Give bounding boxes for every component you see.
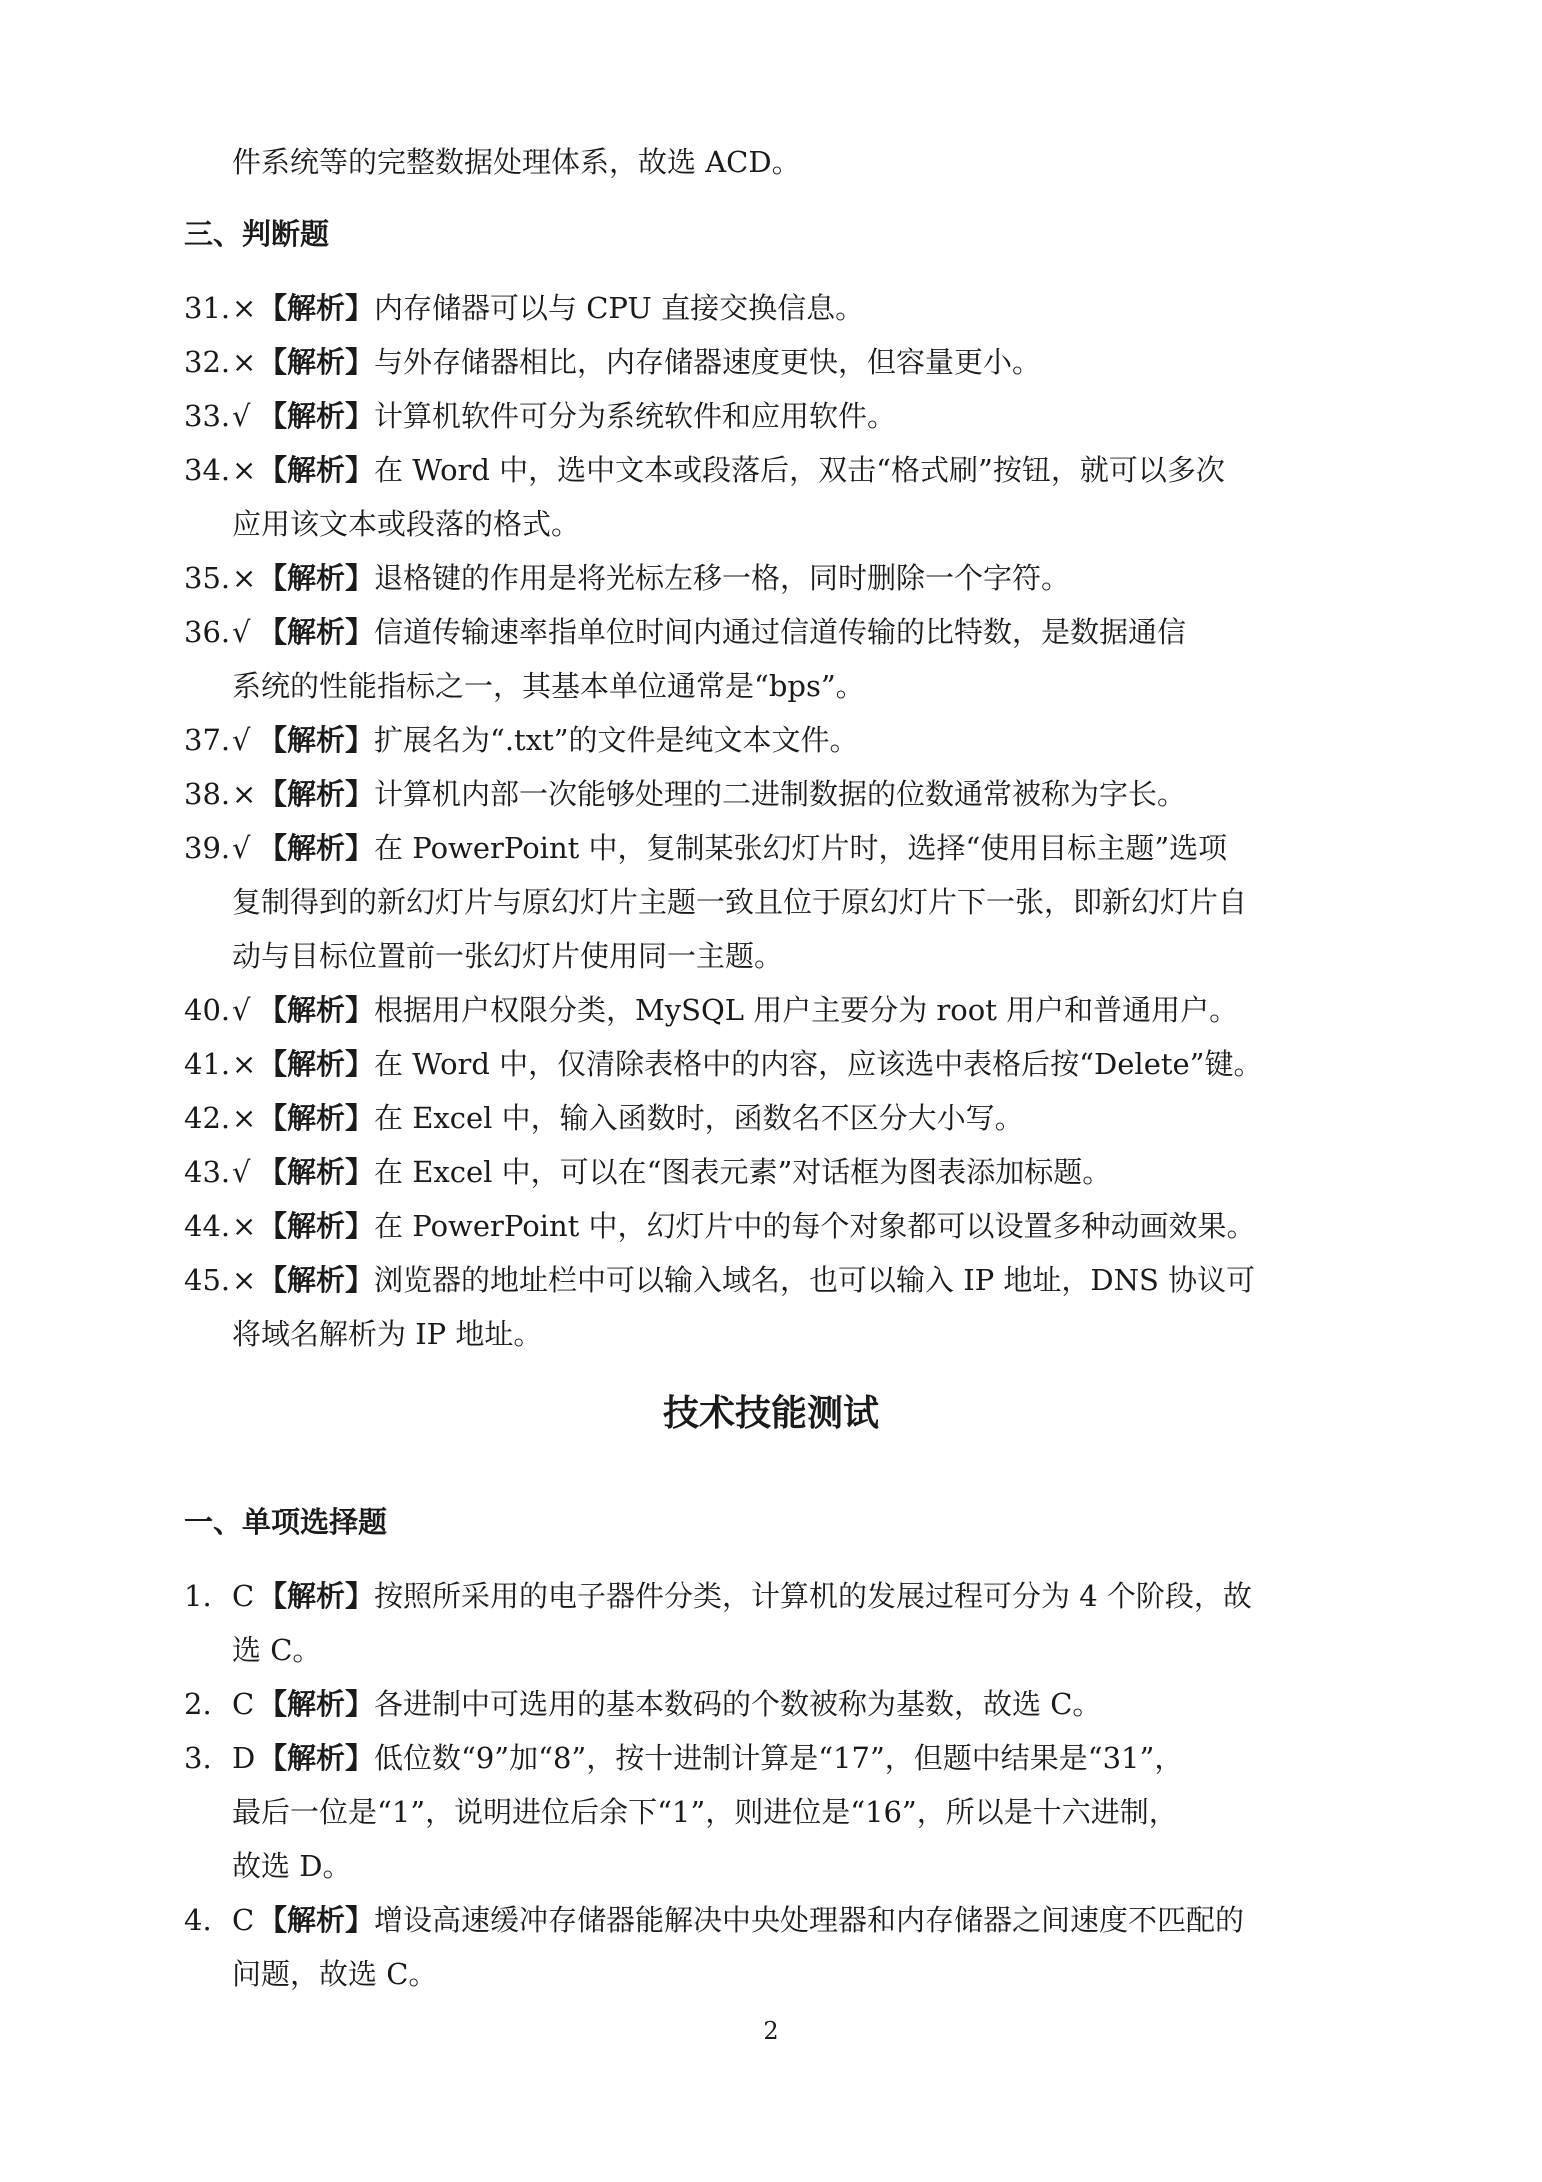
item-text: 在 Word 中，选中文本或段落后，双击“格式刷”按钮，就可以多次 xyxy=(374,453,1225,487)
item-number: 33. xyxy=(184,399,231,433)
item-text: 信道传输速率指单位时间内通过信道传输的比特数，是数据通信 xyxy=(374,615,1187,649)
item-number: 36. xyxy=(184,615,231,649)
list-item xyxy=(184,1686,1101,1722)
item-number: 34. xyxy=(184,453,231,487)
answer-mark: × xyxy=(232,777,257,811)
analysis-tag: 【解析】 xyxy=(258,1101,375,1135)
analysis-tag: 【解析】 xyxy=(258,345,375,379)
item-text: 内存储器可以与 CPU 直接交换信息。 xyxy=(374,291,865,325)
item-number: 42. xyxy=(184,1101,231,1135)
item-number: 4. xyxy=(184,1903,212,1937)
answer-mark: × xyxy=(232,345,257,379)
item-text-continuation: 选 C。 xyxy=(232,1633,322,1667)
answer-mark: C xyxy=(232,1687,255,1721)
list-item xyxy=(184,398,896,434)
answer-mark: √ xyxy=(232,615,251,649)
answer-mark: × xyxy=(232,1047,257,1081)
answer-mark: × xyxy=(232,561,257,595)
item-number: 2. xyxy=(184,1687,212,1721)
list-item xyxy=(184,830,1227,866)
item-text: 在 Word 中，仅清除表格中的内容，应该选中表格后按“Delete”键。 xyxy=(374,1047,1263,1081)
analysis-tag: 【解析】 xyxy=(258,993,375,1027)
analysis-tag: 【解析】 xyxy=(258,1903,375,1937)
analysis-tag: 【解析】 xyxy=(258,615,375,649)
item-text: 按照所采用的电子器件分类，计算机的发展过程可分为 4 个阶段，故 xyxy=(374,1579,1252,1613)
item-text: 在 PowerPoint 中，幻灯片中的每个对象都可以设置多种动画效果。 xyxy=(374,1209,1256,1243)
answer-mark: √ xyxy=(232,723,251,757)
list-item xyxy=(184,1208,1256,1244)
list-item xyxy=(184,452,1225,488)
item-text: 在 Excel 中，输入函数时，函数名不区分大小写。 xyxy=(374,1101,1024,1135)
item-number: 32. xyxy=(184,345,231,379)
list-item xyxy=(184,614,1186,650)
list-item xyxy=(184,560,1070,596)
item-text-continuation: 故选 D。 xyxy=(232,1849,352,1883)
list-item xyxy=(184,992,1238,1028)
analysis-tag: 【解析】 xyxy=(258,831,375,865)
item-text: 在 PowerPoint 中，复制某张幻灯片时，选择“使用目标主题”选项 xyxy=(374,831,1228,865)
answer-mark: √ xyxy=(232,1155,251,1189)
list-item xyxy=(184,1902,1244,1938)
list-item xyxy=(184,1740,1183,1776)
list-item xyxy=(184,722,859,758)
list-item xyxy=(184,1154,1111,1190)
item-text-continuation: 系统的性能指标之一，其基本单位通常是“bps”。 xyxy=(232,669,865,703)
analysis-tag: 【解析】 xyxy=(258,1687,375,1721)
item-text-continuation: 动与目标位置前一张幻灯片使用同一主题。 xyxy=(232,939,784,973)
answer-mark: × xyxy=(232,1209,257,1243)
analysis-tag: 【解析】 xyxy=(258,561,375,595)
answer-mark: × xyxy=(232,453,257,487)
list-item xyxy=(184,1262,1255,1298)
item-number: 44. xyxy=(184,1209,231,1243)
item-number: 41. xyxy=(184,1047,231,1081)
list-item xyxy=(184,344,1041,380)
analysis-tag: 【解析】 xyxy=(258,777,375,811)
item-number: 3. xyxy=(184,1741,212,1775)
analysis-tag: 【解析】 xyxy=(258,1155,375,1189)
item-number: 40. xyxy=(184,993,231,1027)
item-number: 1. xyxy=(184,1579,212,1613)
item-text: 扩展名为“.txt”的文件是纯文本文件。 xyxy=(374,723,859,757)
item-number: 45. xyxy=(184,1263,231,1297)
analysis-tag: 【解析】 xyxy=(258,399,375,433)
item-text-continuation: 问题，故选 C。 xyxy=(232,1957,438,1991)
item-text: 增设高速缓冲存储器能解决中央处理器和内存储器之间速度不匹配的 xyxy=(374,1903,1245,1937)
item-number: 37. xyxy=(184,723,231,757)
section-heading-judgment: 三、判断题 xyxy=(184,217,330,251)
item-text-continuation: 最后一位是“1”，说明进位后余下“1”，则进位是“16”，所以是十六进制， xyxy=(232,1795,1178,1829)
item-text: 计算机内部一次能够处理的二进制数据的位数通常被称为字长。 xyxy=(374,777,1187,811)
item-text: 各进制中可选用的基本数码的个数被称为基数，故选 C。 xyxy=(374,1687,1102,1721)
answer-mark: D xyxy=(232,1741,256,1775)
answer-mark: √ xyxy=(232,831,251,865)
item-number: 31. xyxy=(184,291,231,325)
page-number: 2 xyxy=(763,2017,779,2045)
item-number: 38. xyxy=(184,777,231,811)
analysis-tag: 【解析】 xyxy=(258,723,375,757)
list-item xyxy=(184,1578,1252,1614)
list-item xyxy=(184,776,1186,812)
analysis-tag: 【解析】 xyxy=(258,1263,375,1297)
item-text: 根据用户权限分类，MySQL 用户主要分为 root 用户和普通用户。 xyxy=(374,993,1239,1027)
item-number: 39. xyxy=(184,831,231,865)
list-item xyxy=(184,1100,1024,1136)
item-text: 浏览器的地址栏中可以输入域名，也可以输入 IP 地址，DNS 协议可 xyxy=(374,1263,1256,1297)
analysis-tag: 【解析】 xyxy=(258,1047,375,1081)
item-text: 低位数“9”加“8”，按十进制计算是“17”，但题中结果是“31”， xyxy=(374,1741,1184,1775)
answer-mark: √ xyxy=(232,993,251,1027)
item-text: 退格键的作用是将光标左移一格，同时删除一个字符。 xyxy=(374,561,1071,595)
item-text: 与外存储器相比，内存储器速度更快，但容量更小。 xyxy=(374,345,1042,379)
answer-mark: C xyxy=(232,1903,255,1937)
list-item xyxy=(184,290,864,326)
section-heading-single-choice: 一、单项选择题 xyxy=(184,1505,388,1539)
item-text: 在 Excel 中，可以在“图表元素”对话框为图表添加标题。 xyxy=(374,1155,1112,1189)
section-title: 技术技能测试 xyxy=(662,1393,879,1434)
answer-mark: √ xyxy=(232,399,251,433)
answer-mark: × xyxy=(232,1263,257,1297)
item-number: 43. xyxy=(184,1155,231,1189)
answer-mark: × xyxy=(232,1101,257,1135)
item-text: 计算机软件可分为系统软件和应用软件。 xyxy=(374,399,897,433)
analysis-tag: 【解析】 xyxy=(258,1209,375,1243)
answer-mark: C xyxy=(232,1579,255,1613)
item-number: 35. xyxy=(184,561,231,595)
list-item xyxy=(184,1046,1263,1082)
intro-continuation: 件系统等的完整数据处理体系，故选 ACD。 xyxy=(232,145,801,179)
analysis-tag: 【解析】 xyxy=(258,1579,375,1613)
item-text-continuation: 复制得到的新幻灯片与原幻灯片主题一致且位于原幻灯片下一张，即新幻灯片自 xyxy=(232,885,1248,919)
analysis-tag: 【解析】 xyxy=(258,291,375,325)
answer-mark: × xyxy=(232,291,257,325)
analysis-tag: 【解析】 xyxy=(258,1741,375,1775)
item-text-continuation: 将域名解析为 IP 地址。 xyxy=(232,1317,543,1351)
item-text-continuation: 应用该文本或段落的格式。 xyxy=(232,507,581,541)
analysis-tag: 【解析】 xyxy=(258,453,375,487)
